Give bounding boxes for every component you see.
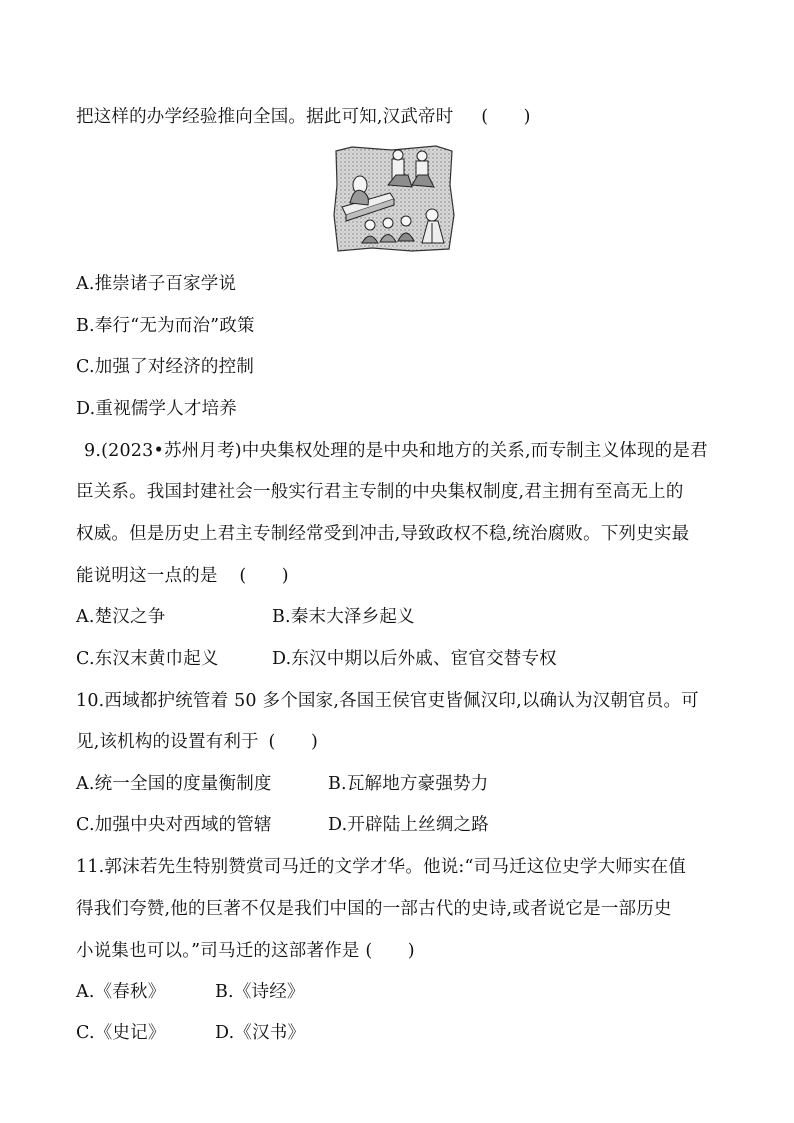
q8-stem-text: 把这样的办学经验推向全国。据此可知,汉武帝时 [76,107,454,127]
q8-option-c: C.加强了对经济的控制 [76,357,255,377]
q10-stem-line-2 [76,731,318,753]
q9-option-d: D.东汉中期以后外戚、宦官交替专权 [272,649,557,669]
han-relief-figure [332,145,456,253]
q10-option-c: C.加强中央对西域的管辖 [76,815,272,835]
q9-stem-line-2: 臣关系。我国封建社会一般实行君主专制的中央集权制度,君主拥有至高无上的 [76,482,684,502]
q11-option-c: C.《史记》 [76,1023,166,1043]
q8-stem-line [76,106,531,128]
q9-option-b: B.秦末大泽乡起义 [272,607,415,627]
q9-stem-line-1: 9.(2023•苏州月考)中央集权处理的是中央和地方的关系,而专制主义体现的是君 [84,441,708,461]
q10-option-b: B.瓦解地方豪强势力 [328,774,489,794]
q8-option-d: D.重视儒学人才培养 [76,399,237,419]
relief-illustration [332,145,456,253]
q11-answer-blank: ( ) [365,941,415,961]
q8-answer-blank: ( ) [481,107,531,127]
q10-answer-blank: ( ) [268,732,318,752]
q8-option-b: B.奉行“无为而治”政策 [76,316,255,336]
q10-stem-line-1: 10.西域都护统管着 50 多个国家,各国王侯官吏皆佩汉印,以确认为汉朝官员。可 [76,691,699,711]
q10-option-d: D.开辟陆上丝绸之路 [328,815,489,835]
q8-option-a: A.推崇诸子百家学说 [76,274,237,294]
q11-option-d: D.《汉书》 [215,1023,306,1043]
q10-stem-text: 见,该机构的设置有利于 [76,732,259,752]
q9-option-c: C.东汉末黄巾起义 [76,649,219,669]
q9-stem-text: 能说明这一点的是 [76,566,218,586]
q9-stem-line-3: 权威。但是历史上君主专制经常受到冲击,导致政权不稳,统治腐败。下列史实最 [76,524,690,544]
q11-stem-text: 小说集也可以。”司马迁的这部著作是 [76,941,360,961]
q9-stem-line-4 [76,565,289,587]
q10-option-a: A.统一全国的度量衡制度 [76,774,272,794]
q11-stem-line-2: 得我们夸赞,他的巨著不仅是我们中国的一部古代的史诗,或者说它是一部历史 [76,899,672,919]
q11-stem-line-1: 11.郭沫若先生特别赞赏司马迁的文学才华。他说:“司马迁这位史学大师实在值 [76,857,687,877]
q9-option-a: A.楚汉之争 [76,607,166,627]
q9-answer-blank: ( ) [239,566,289,586]
q11-stem-line-3 [76,940,415,962]
q11-option-a: A.《春秋》 [76,982,166,1002]
q11-option-b: B.《诗经》 [215,982,305,1002]
